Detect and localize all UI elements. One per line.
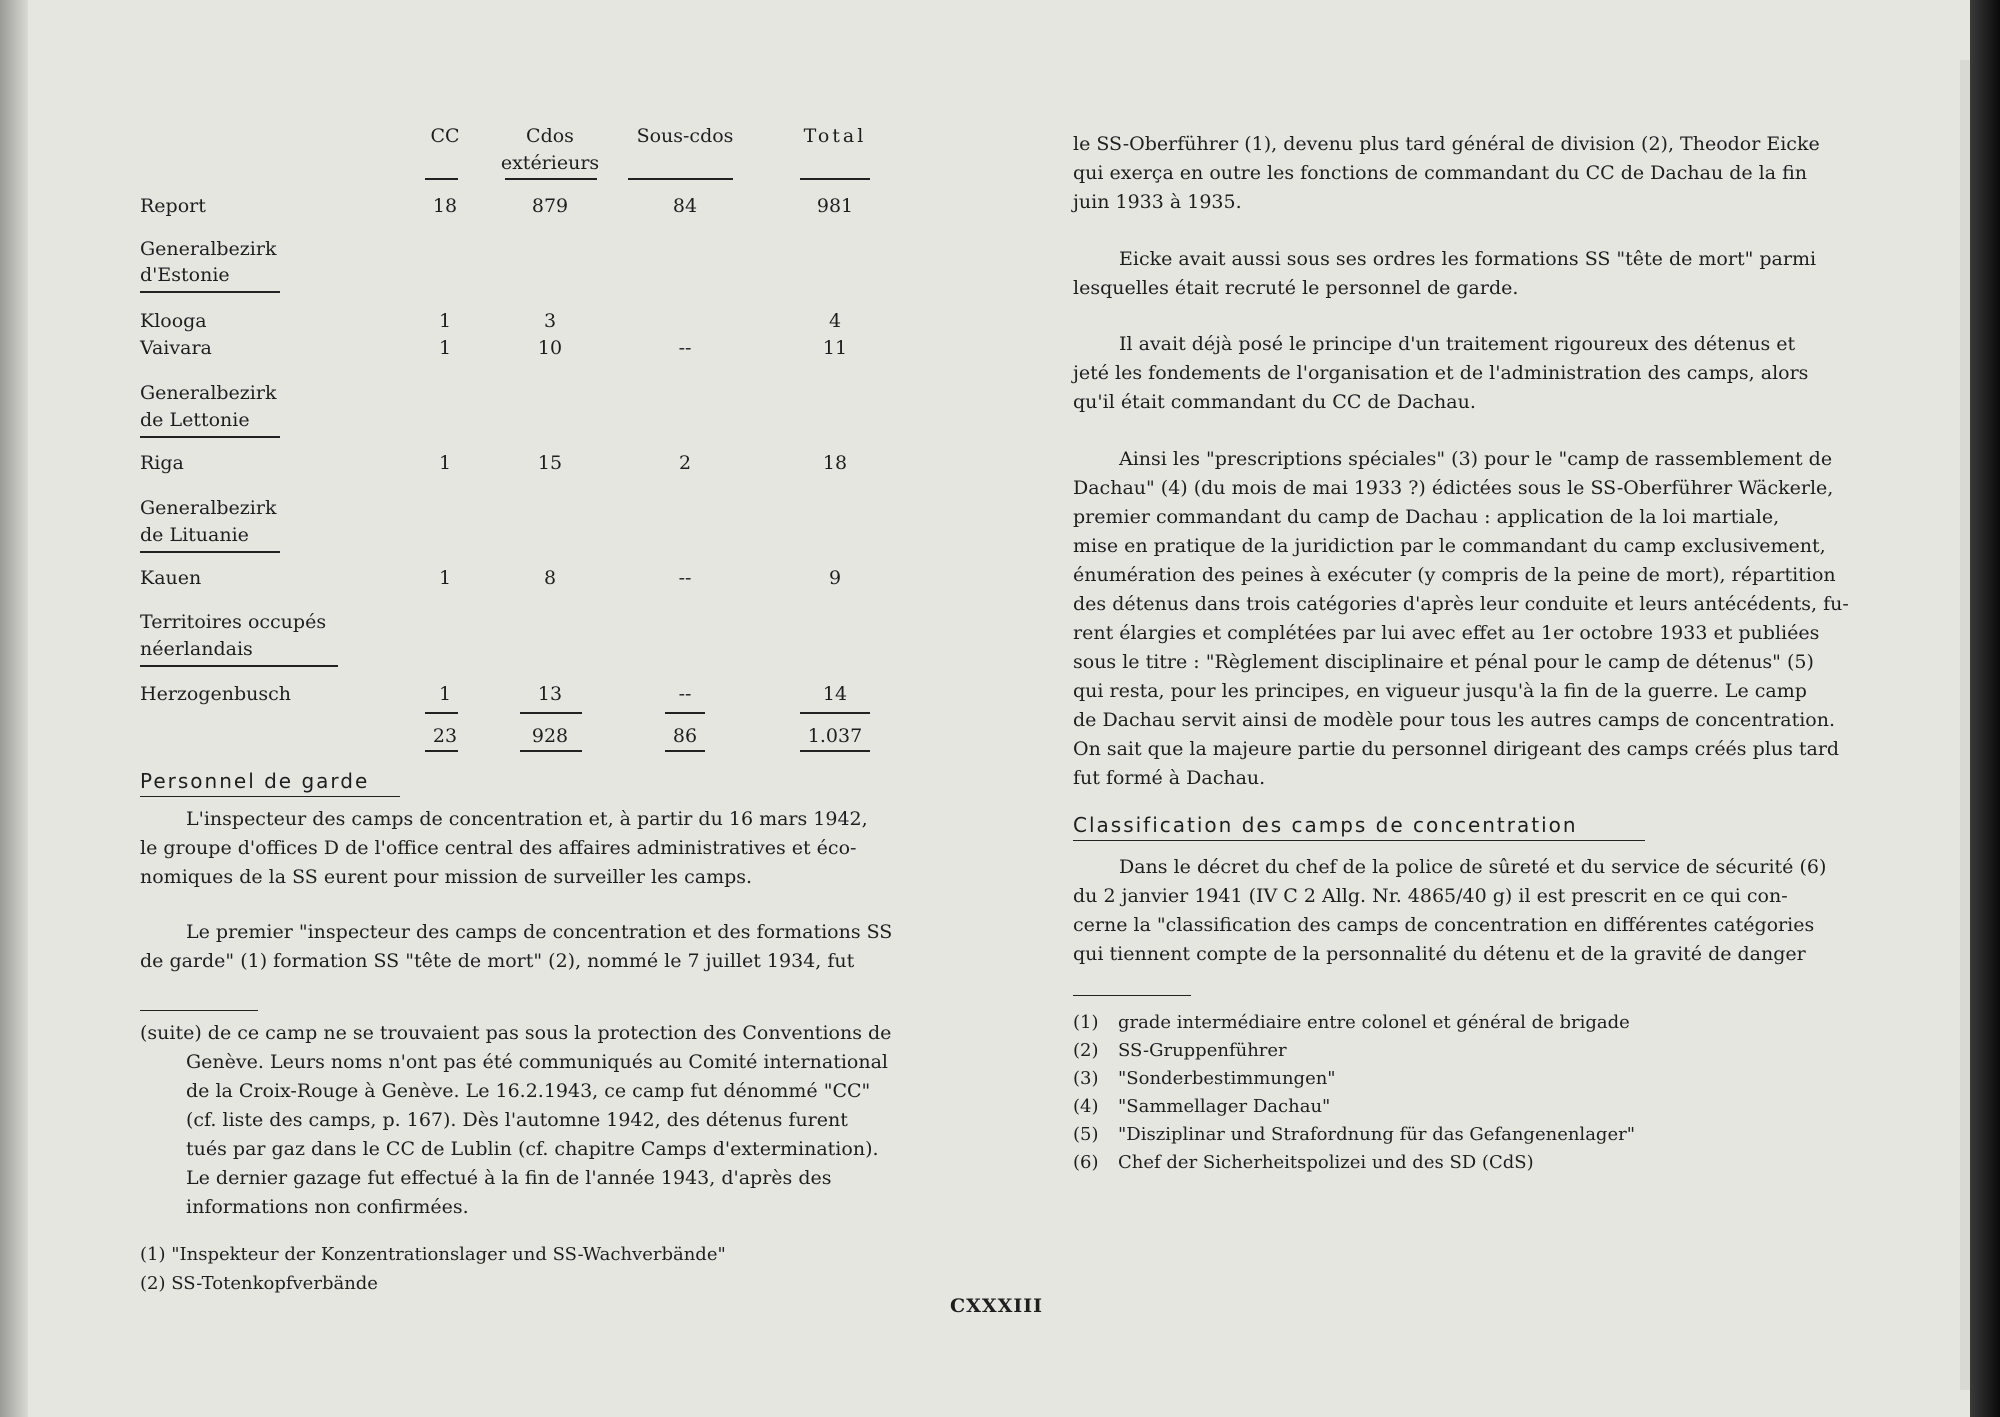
row-label: Report	[140, 195, 206, 217]
header-cdos-line2: extérieurs	[500, 152, 600, 174]
total-underline-total	[800, 750, 870, 752]
cell-cdos: 13	[537, 683, 563, 705]
total-cc: 23	[432, 725, 458, 747]
footnote-text: SS-Gruppenführer	[1118, 1040, 1287, 1061]
footnote-text: Chef der Sicherheitspolizei und des SD (CdS)	[1118, 1152, 1534, 1173]
text-line: juin 1933 à 1935.	[1073, 191, 1242, 213]
cell-total: 4	[828, 310, 842, 332]
cell-sous: --	[678, 337, 692, 359]
text-line: informations non confirmées.	[186, 1196, 469, 1218]
row-label: Kauen	[140, 567, 202, 589]
cell-sous: --	[678, 567, 692, 589]
row-label: Riga	[140, 452, 184, 474]
total-underline-sous	[665, 750, 705, 752]
text-line: Le dernier gazage fut effectué à la fin de l'année 1943, d'après des	[186, 1167, 832, 1189]
total-rule-sous	[665, 712, 705, 714]
header-sous-cdos: Sous-cdos	[636, 125, 734, 147]
text-line: sous le titre : "Règlement disciplinaire et pénal pour le camp de détenus" (5)	[1073, 651, 1814, 673]
total-rule-cdos	[520, 712, 582, 714]
footnote-separator	[1073, 995, 1191, 996]
left-paragraph-1	[140, 805, 868, 892]
text-line: qui resta, pour les principes, en vigueur jusqu'à la fin de la guerre. Le camp	[1073, 680, 1807, 702]
cell-cc: 1	[438, 452, 452, 474]
text-line: Ainsi les "prescriptions spéciales" (3) pour le "camp de rassemblement de	[1119, 448, 1833, 470]
text-line: tués par gaz dans le CC de Lublin (cf. chapitre Camps d'extermination).	[186, 1138, 879, 1160]
right-paragraph-4	[1073, 445, 1849, 793]
left-footnote-2: (2) SS-Totenkopfverbände	[140, 1273, 378, 1294]
cell-total: 9	[828, 567, 842, 589]
cell-cc: 1	[438, 310, 452, 332]
text-line: de garde" (1) formation SS "tête de mort" (2), nommé le 7 juillet 1934, fut	[140, 950, 855, 972]
total-rule-total	[800, 712, 870, 714]
left-footnote-1: (1) "Inspekteur der Konzentrationslager und SS-Wachverbände"	[140, 1244, 726, 1265]
header-total: Total	[803, 125, 867, 147]
total-cdos: 928	[531, 725, 569, 747]
cell-total: 14	[822, 683, 848, 705]
text-line: fut formé à Dachau.	[1073, 767, 1266, 789]
cell-cc: 1	[438, 337, 452, 359]
group-label: Generalbezirk	[140, 497, 277, 519]
text-line: rent élargies et complétées par lui avec effet au 1er octobre 1933 et publiées	[1073, 622, 1820, 644]
group-underline	[140, 551, 280, 553]
header-cc: CC	[430, 125, 460, 147]
text-line: du 2 janvier 1941 (IV C 2 Allg. Nr. 4865/40 g) il est prescrit en ce qui con-	[1073, 885, 1788, 907]
cell-sous: --	[678, 683, 692, 705]
text-line: énumération des peines à exécuter (y compris de la peine de mort), répartition	[1073, 564, 1836, 586]
cell-cc: 1	[438, 683, 452, 705]
text-line: (suite) de ce camp ne se trouvaient pas sous la protection des Conventions de	[140, 1022, 892, 1044]
footnote-text: "Disziplinar und Strafordnung für das Gefangenenlager"	[1118, 1124, 1635, 1145]
text-line: Le premier "inspecteur des camps de concentration et des formations SS	[186, 921, 893, 943]
header-rule-sous	[628, 178, 733, 180]
total-underline-cdos	[520, 750, 582, 752]
text-line: On sait que la majeure partie du personnel dirigeant des camps créés plus tard	[1073, 738, 1840, 760]
cell-cdos: 879	[531, 195, 569, 217]
left-paragraph-2	[140, 918, 892, 976]
text-line: cerne la "classification des camps de concentration en différentes catégories	[1073, 914, 1815, 936]
heading-underline	[140, 796, 400, 797]
page-number: CXXXIII	[950, 1295, 1044, 1317]
text-line: Dans le décret du chef de la police de sûreté et du service de sécurité (6)	[1119, 856, 1827, 878]
total-total: 1.037	[807, 725, 863, 747]
group-label: Generalbezirk	[140, 382, 277, 404]
footnote-text: "Sonderbestimmungen"	[1118, 1068, 1336, 1089]
row-label: Vaivara	[140, 337, 212, 359]
total-sous: 86	[672, 725, 698, 747]
group-label-line2: de Lettonie	[140, 409, 250, 431]
section-heading-personnel: Personnel de garde	[140, 769, 370, 793]
right-paragraph-2	[1073, 245, 1816, 303]
row-label: Herzogenbusch	[140, 683, 292, 705]
cell-sous: 84	[672, 195, 698, 217]
cell-cdos: 15	[537, 452, 563, 474]
group-label-line2: néerlandais	[140, 638, 253, 660]
text-line: de la Croix-Rouge à Genève. Le 16.2.1943, ce camp fut dénommé "CC"	[186, 1080, 871, 1102]
text-line: le groupe d'offices D de l'office central des affaires administratives et éco-	[140, 837, 857, 859]
cell-total: 981	[816, 195, 854, 217]
total-rule-cc	[425, 712, 458, 714]
cell-total: 11	[822, 337, 848, 359]
row-label: Klooga	[140, 310, 207, 332]
footnote-number: (1)	[1073, 1012, 1099, 1033]
heading-underline	[1073, 840, 1645, 841]
cell-total: 18	[822, 452, 848, 474]
text-line: qui exerça en outre les fonctions de commandant du CC de Dachau de la fin	[1073, 162, 1808, 184]
text-line: Genève. Leurs noms n'ont pas été communiqués au Comité international	[186, 1051, 888, 1073]
left-suite-text	[140, 1019, 891, 1222]
total-underline-cc	[425, 750, 458, 752]
text-line: mise en pratique de la juridiction par le commandant du camp exclusivement,	[1073, 535, 1826, 557]
cell-sous: 2	[678, 452, 692, 474]
text-line: nomiques de la SS eurent pour mission de surveiller les camps.	[140, 866, 753, 888]
left-page-edge	[0, 0, 28, 1417]
footnote-separator	[140, 1010, 258, 1011]
cell-cdos: 10	[537, 337, 563, 359]
footnote-number: (6)	[1073, 1152, 1099, 1173]
footnote-text: grade intermédiaire entre colonel et général de brigade	[1118, 1012, 1630, 1033]
text-line: qui tiennent compte de la personnalité du détenu et de la gravité de danger	[1073, 943, 1806, 965]
text-line: de Dachau servit ainsi de modèle pour tous les autres camps de concentration.	[1073, 709, 1836, 731]
footnote-number: (2)	[1073, 1040, 1099, 1061]
group-underline	[140, 436, 280, 438]
text-line: Dachau" (4) (du mois de mai 1933 ?) édictées sous le SS-Oberführer Wäckerle,	[1073, 477, 1834, 499]
text-line: des détenus dans trois catégories d'après leur conduite et leurs antécédents, fu-	[1073, 593, 1849, 615]
header-rule-total	[800, 178, 870, 180]
text-line: premier commandant du camp de Dachau : application de la loi martiale,	[1073, 506, 1780, 528]
dark-background	[1970, 0, 2000, 1417]
text-line: lesquelles était recruté le personnel de garde.	[1073, 277, 1519, 299]
group-label-line2: de Lituanie	[140, 524, 249, 546]
text-line: (cf. liste des camps, p. 167). Dès l'automne 1942, des détenus furent	[186, 1109, 848, 1131]
cell-cc: 18	[432, 195, 458, 217]
text-line: Eicke avait aussi sous ses ordres les formations SS "tête de mort" parmi	[1119, 248, 1817, 270]
group-label-line2: d'Estonie	[140, 264, 230, 286]
footnote-number: (3)	[1073, 1068, 1099, 1089]
text-line: jeté les fondements de l'organisation et de l'administration des camps, alors	[1073, 362, 1809, 384]
text-line: le SS-Oberführer (1), devenu plus tard général de division (2), Theodor Eicke	[1073, 133, 1820, 155]
cell-cdos: 8	[543, 567, 557, 589]
text-line: Il avait déjà posé le principe d'un traitement rigoureux des détenus et	[1119, 333, 1796, 355]
cell-cc: 1	[438, 567, 452, 589]
cell-cdos: 3	[543, 310, 557, 332]
right-paragraph-5	[1073, 853, 1826, 969]
group-underline	[140, 291, 280, 293]
footnote-text: "Sammellager Dachau"	[1118, 1096, 1331, 1117]
header-cdos: Cdos	[526, 125, 574, 147]
text-line: qu'il était commandant du CC de Dachau.	[1073, 391, 1476, 413]
group-label: Generalbezirk	[140, 238, 277, 260]
group-underline	[140, 665, 338, 667]
right-paragraph-1	[1073, 130, 1820, 217]
group-label: Territoires occupés	[140, 611, 327, 633]
header-rule-cc	[425, 178, 458, 180]
footnote-number: (5)	[1073, 1124, 1099, 1145]
right-paragraph-3	[1073, 330, 1808, 417]
text-line: L'inspecteur des camps de concentration et, à partir du 16 mars 1942,	[186, 808, 868, 830]
footnote-number: (4)	[1073, 1096, 1099, 1117]
section-heading-classification: Classification des camps de concentration	[1073, 813, 1578, 837]
header-rule-cdos	[505, 178, 597, 180]
